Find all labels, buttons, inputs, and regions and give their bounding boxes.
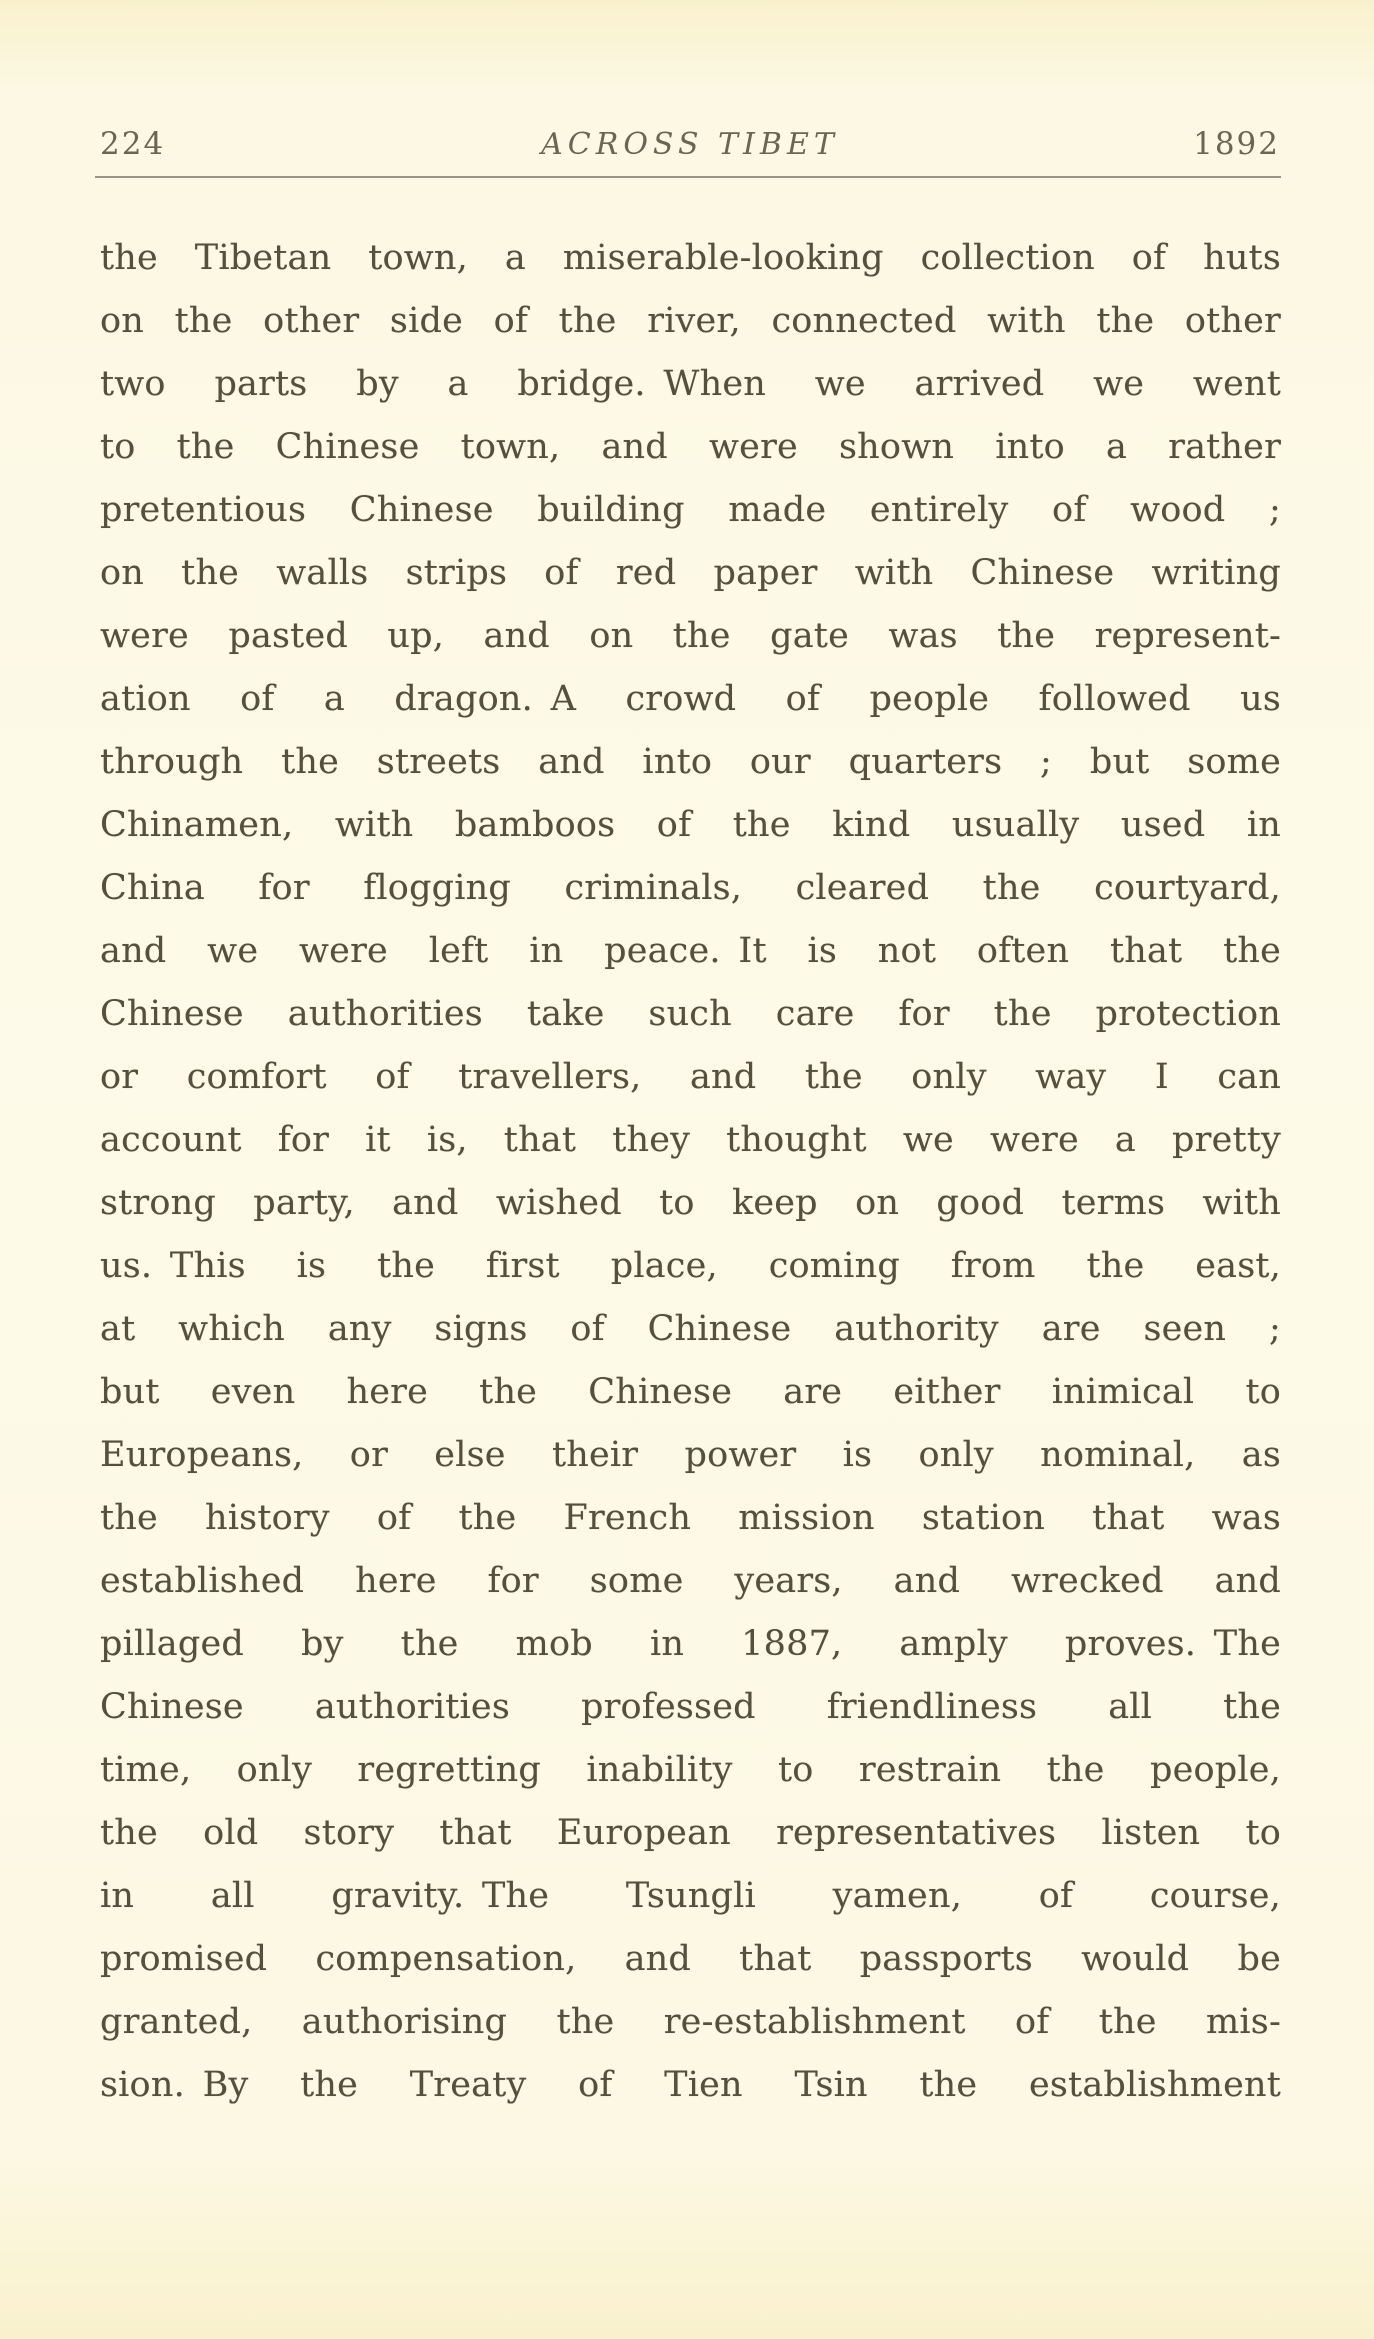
text-line: granted, authorising the re-establishment of the mis- (100, 2002, 1281, 2042)
text-line: sion. By the Treaty of Tien Tsin the establishment (100, 2065, 1281, 2105)
text-line: but even here the Chinese are either inimical to (100, 1372, 1281, 1412)
page-number: 224 (100, 126, 166, 162)
text-line: established here for some years, and wrecked and (100, 1561, 1281, 1601)
text-line: China for flogging criminals, cleared the courtyard, (100, 868, 1281, 908)
text-line: Chinamen, with bamboos of the kind usually used in (100, 805, 1281, 845)
text-line: were pasted up, and on the gate was the represent- (100, 616, 1281, 656)
text-line: strong party, and wished to keep on good terms with (100, 1183, 1281, 1223)
text-line: pillaged by the mob in 1887, amply proves. The (100, 1624, 1281, 1664)
text-line: in all gravity. The Tsungli yamen, of course, (100, 1876, 1281, 1916)
header-year: 1892 (1193, 126, 1280, 162)
text-line: or comfort of travellers, and the only way I can (100, 1057, 1281, 1097)
text-line: two parts by a bridge. When we arrived we went (100, 364, 1281, 404)
text-line: the old story that European representatives listen to (100, 1813, 1281, 1853)
text-line: account for it is, that they thought we were a pretty (100, 1120, 1281, 1160)
running-title: ACROSS TIBET (541, 127, 839, 162)
body-text (100, 227, 1281, 2117)
text-line: time, only regretting inability to restrain the people, (100, 1750, 1281, 1790)
text-line: ation of a dragon. A crowd of people followed us (100, 679, 1281, 719)
text-line: promised compensation, and that passports would be (100, 1939, 1281, 1979)
text-line: us. This is the first place, coming from the east, (100, 1246, 1281, 1286)
text-line: on the other side of the river, connected with the other (100, 301, 1281, 341)
text-line: the history of the French mission station that was (100, 1498, 1281, 1538)
text-line: Chinese authorities take such care for the protection (100, 994, 1281, 1034)
text-line: on the walls strips of red paper with Chinese writing (100, 553, 1281, 593)
header-rule (95, 176, 1281, 178)
text-line: Europeans, or else their power is only nominal, as (100, 1435, 1281, 1475)
text-line: Chinese authorities professed friendliness all the (100, 1687, 1281, 1727)
text-line: the Tibetan town, a miserable-looking collection of huts (100, 238, 1281, 278)
page-header (100, 126, 1280, 162)
text-line: and we were left in peace. It is not often that the (100, 931, 1281, 971)
text-line: pretentious Chinese building made entirely of wood ; (100, 490, 1281, 530)
text-line: to the Chinese town, and were shown into a rather (100, 427, 1281, 467)
text-line: through the streets and into our quarters ; but some (100, 742, 1281, 782)
text-line: at which any signs of Chinese authority are seen ; (100, 1309, 1281, 1349)
